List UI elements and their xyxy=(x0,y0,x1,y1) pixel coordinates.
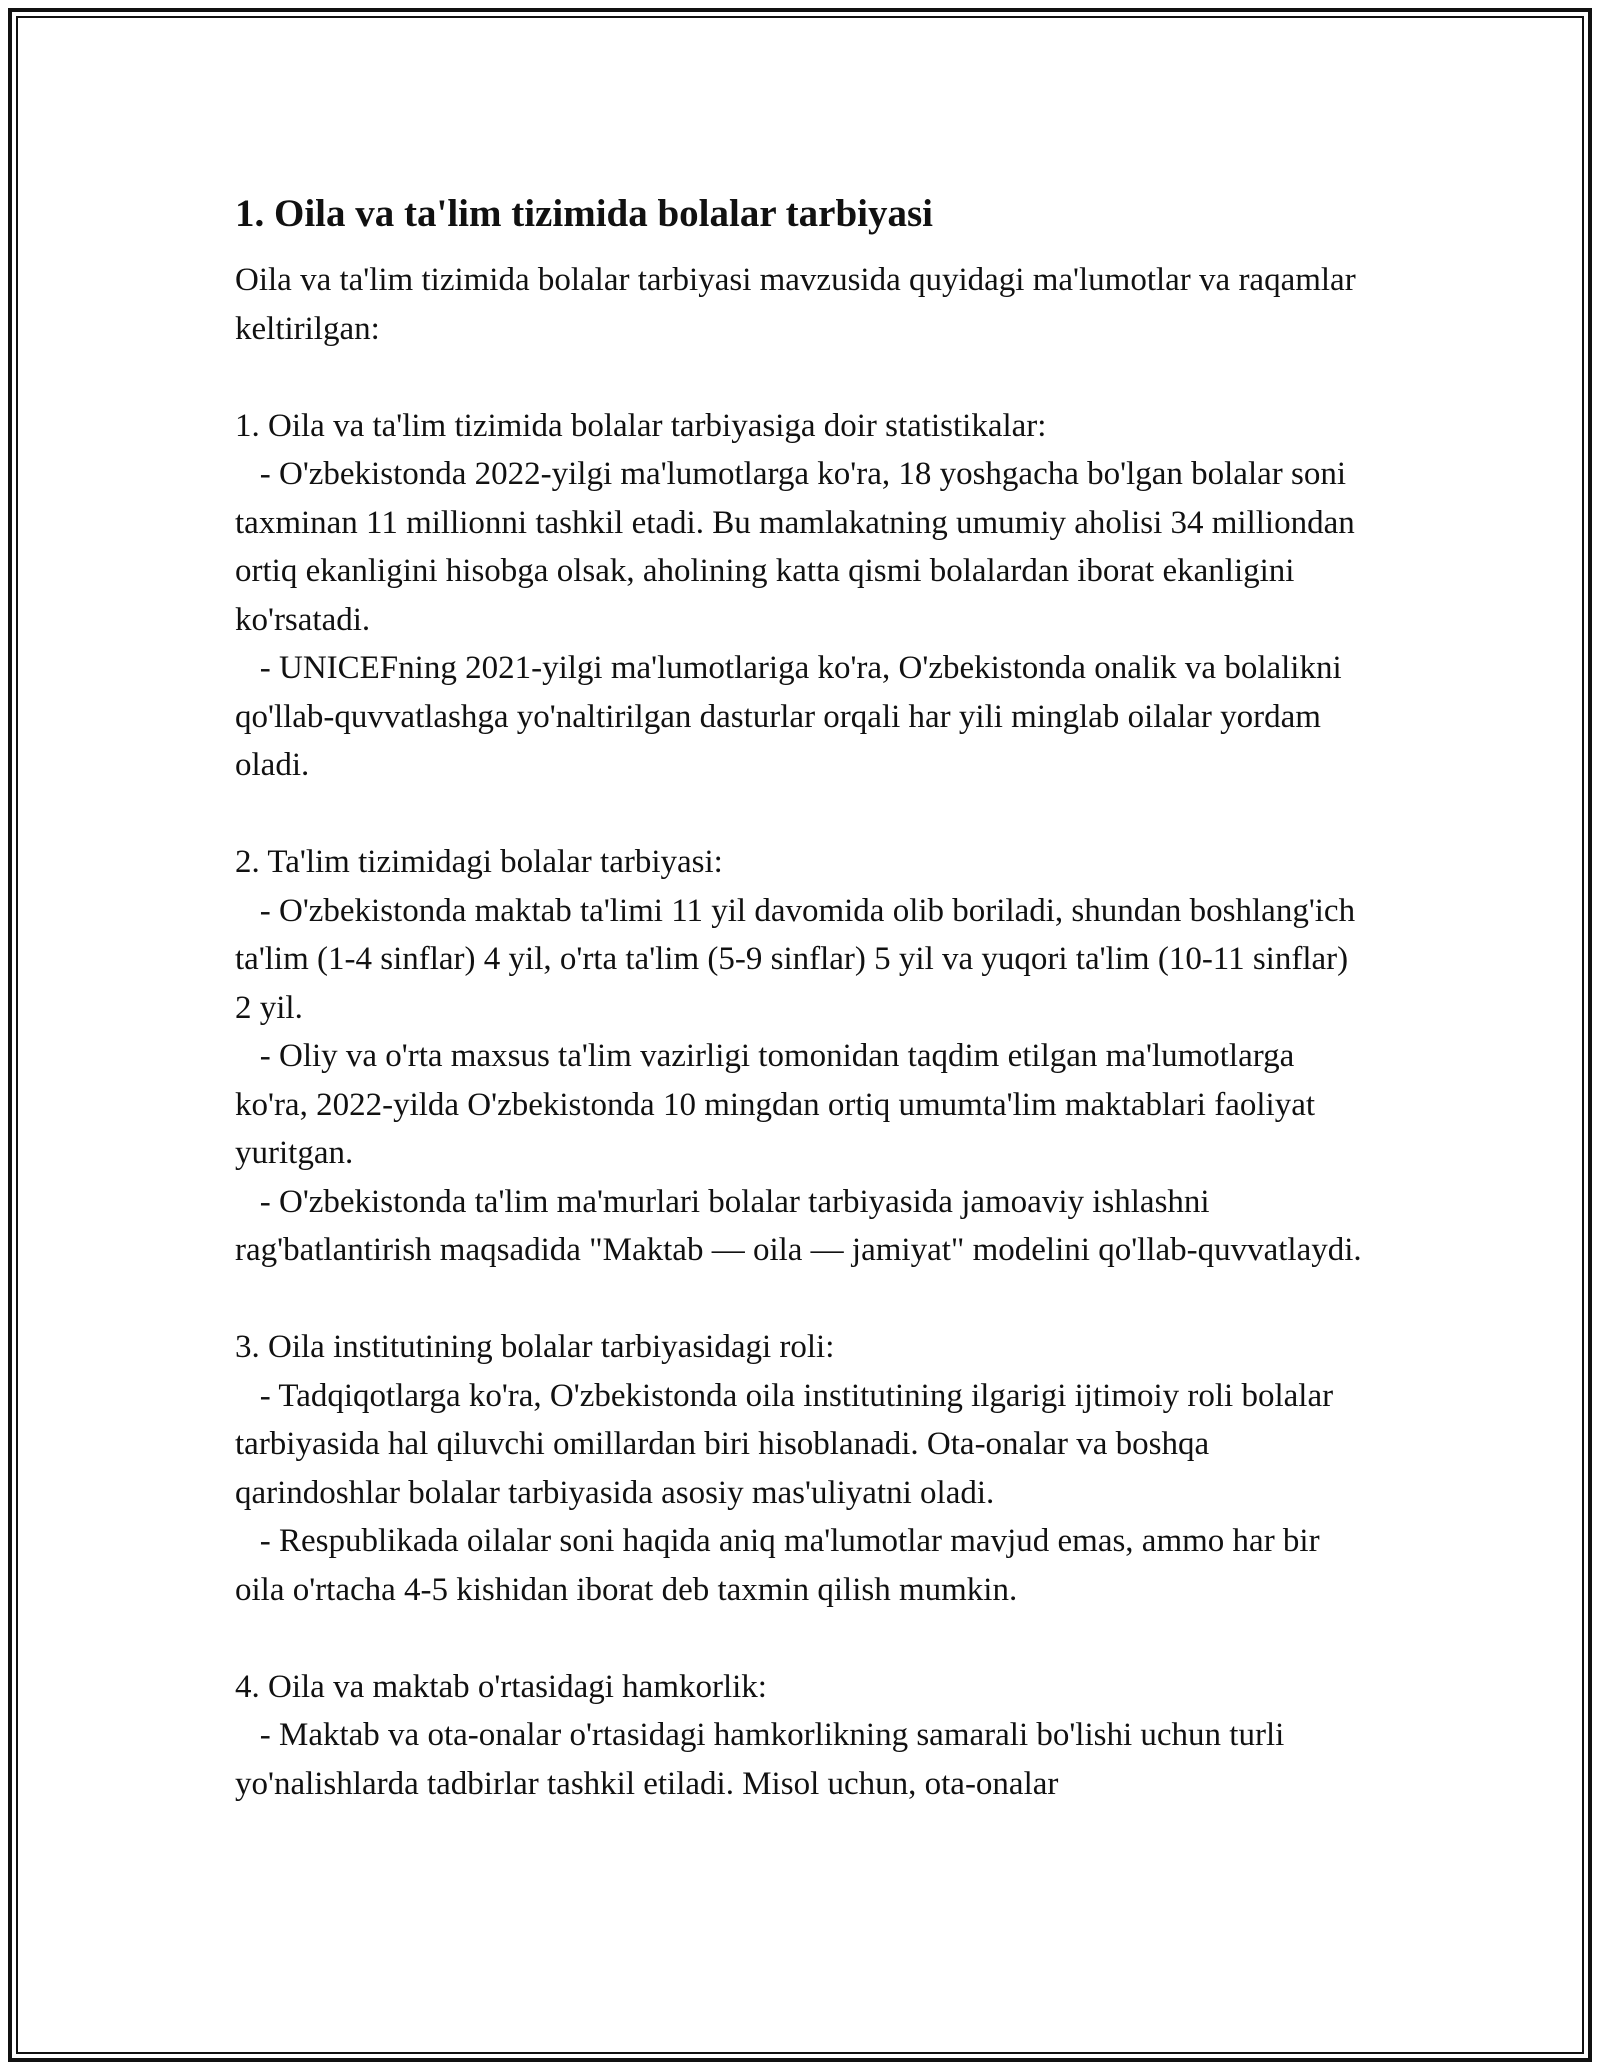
list-item: - Tadqiqotlarga ko'ra, O'zbekistonda oila institutining ilgarigi ijtimoiy roli bolalar tarbiyasida hal qiluvchi omillardan biri hisoblanadi. Ota-onalar va boshqa qarindoshlar bolalar tarbiyasida asosiy mas'uliyatni oladi. xyxy=(235,1377,1342,1511)
paragraph-spacer xyxy=(235,353,1365,402)
section-family-school-cooperation xyxy=(235,1663,1365,1809)
list-item: - O'zbekistonda 2022-yilgi ma'lumotlarga ko'ra, 18 yoshgacha bo'lgan bolalar soni taxminan 11 millionni tashkil etadi. Bu mamlakatning umumiy aholisi 34 milliondan ortiq ekanligini hisobga olsak, aholining katta qismi bolalardan iborat ekanligini ko'rsatadi. xyxy=(235,456,1363,638)
list-item: - Oliy va o'rta maxsus ta'lim vazirligi tomonidan taqdim etilgan ma'lumotlarga ko'ra, 2022-yilda O'zbekistonda 10 mingdan ortiq umumta'lim maktablari faoliyat yuritgan. xyxy=(235,1038,1324,1171)
paragraph-spacer xyxy=(235,790,1365,839)
section-statistics xyxy=(235,402,1365,790)
document-title: 1. Oila va ta'lim tizimida bolalar tarbiyasi xyxy=(235,192,934,235)
section-heading: 4. Oila va maktab o'rtasidagi hamkorlik: xyxy=(235,1668,767,1705)
section-heading: 2. Ta'lim tizimidagi bolalar tarbiyasi: xyxy=(235,844,723,880)
paragraph-spacer xyxy=(235,1614,1365,1663)
section-heading: 1. Oila va ta'lim tizimida bolalar tarbiyasiga doir statistikalar: xyxy=(235,407,1047,444)
list-item: - Respublikada oilalar soni haqida aniq ma'lumotlar mavjud emas, ammo har bir oila o'rtacha 4-5 kishidan iborat deb taxmin qilish mumkin. xyxy=(235,1523,1328,1608)
list-item: - UNICEFning 2021-yilgi ma'lumotlariga ko'ra, O'zbekistonda onalik va bolalikni qo'llab-quvvatlashga yo'naltirilgan dasturlar orqali har yili minglab oilalar yordam oladi. xyxy=(235,650,1350,783)
paragraph-spacer xyxy=(235,1275,1365,1324)
list-item: - Maktab va ota-onalar o'rtasidagi hamkorlikning samarali bo'lishi uchun turli yo'nalishlarda tadbirlar tashkil etiladi. Misol uchun, ota-onalar xyxy=(235,1717,1293,1802)
document-body xyxy=(235,186,1365,1808)
section-heading: 3. Oila institutining bolalar tarbiyasidagi roli: xyxy=(235,1329,835,1365)
list-item: - O'zbekistonda ta'lim ma'murlari bolalar tarbiyasida jamoaviy ishlashni rag'batlantirish maqsadida "Maktab — oila — jamiyat" modelini qo'llab-quvvatlaydi. xyxy=(235,1183,1362,1268)
section-family-role xyxy=(235,1323,1365,1614)
section-education-system xyxy=(235,838,1365,1275)
intro-paragraph: Oila va ta'lim tizimida bolalar tarbiyasi mavzusida quyidagi ma'lumotlar va raqamlar keltirilgan: xyxy=(235,262,1364,347)
list-item: - O'zbekistonda maktab ta'limi 11 yil davomida olib boriladi, shundan boshlang'ich ta'lim (1-4 sinflar) 4 yil, o'rta ta'lim (5-9 sinflar) 5 yil va yuqori ta'lim (10-11 sinflar) 2 yil. xyxy=(235,892,1364,1026)
